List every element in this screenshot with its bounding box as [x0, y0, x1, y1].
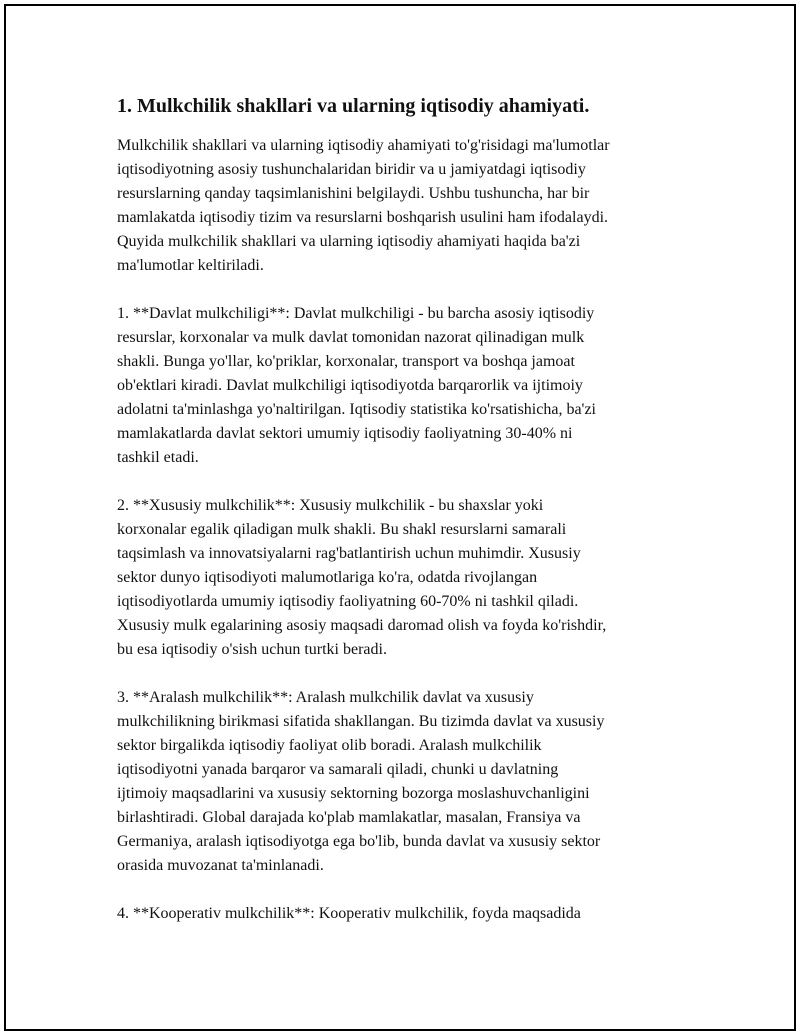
private-ownership-paragraph: 2. **Xususiy mulkchilik**: Xususiy mulkchilik - bu shaxslar yoki korxonalar egalik qiladigan mulk shakli. Bu shakl resurslarni samarali taqsimlash va innovatsiyalarni rag'batlantirish uchun muhimdir. Xususiy sektor dunyo iqtisodiyoti malumotlariga ko'ra, odatda rivojlangan iqtisodiyotlarda umumiy iqtisodiy faoliyatning 60-70% ni tashkil qiladi. Xususiy mulk egalarining asosiy maqsadi daromad olish va foyda ko'rishdir, bu esa iqtisodiy o'sish uchun turtki beradi.	[117, 497, 607, 658]
cooperative-ownership-paragraph: 4. **Kooperativ mulkchilik**: Kooperativ mulkchilik, foyda maqsadida	[117, 905, 581, 922]
mixed-ownership-paragraph: 3. **Aralash mulkchilik**: Aralash mulkchilik davlat va xususiy mulkchilikning birikmasi sifatida shakllangan. Bu tizimda davlat va xususiy sektor birgalikda iqtisodiy faoliyat olib boradi. Aralash mulkchilik iqtisodiyotni yanada barqaror va samarali qiladi, chunki u davlatning ijtimoiy maqsadlarini va xususiy sektorning bozorga moslashuvchanligini birlashtiradi. Global darajada ko'plab mamlakatlar, masalan, Fransiya va Germaniya, aralash iqtisodiyotga ega bo'lib, bunda davlat va xususiy sektor orasida muvozanat ta'minlanadi.	[117, 689, 605, 874]
intro-paragraph: Mulkchilik shakllari va ularning iqtisodiy ahamiyati to'g'risidagi ma'lumotlar iqtisodiyotning asosiy tushunchalaridan biridir va u jamiyatdagi iqtisodiy resurslarning qanday taqsimlanishini belgilaydi. Ushbu tushuncha, har bir mamlakatda iqtisodiy tizim va resurslarni boshqarish usulini ham ifodalaydi. Quyida mulkchilik shakllari va ularning iqtisodiy ahamiyati haqida ba'zi ma'lumotlar keltiriladi.	[117, 137, 610, 274]
state-ownership-paragraph: 1. **Davlat mulkchiligi**: Davlat mulkchiligi - bu barcha asosiy iqtisodiy resurslar, korxonalar va mulk davlat tomonidan nazorat qilinadigan mulk shakli. Bunga yo'llar, ko'priklar, korxonalar, transport va boshqa jamoat ob'ektlari kiradi. Davlat mulkchiligi iqtisodiyotda barqarorlik va ijtimoiy adolatni ta'minlashga yo'naltirilgan. Iqtisodiy statistika ko'rsatishicha, ba'zi mamlakatlarda davlat sektori umumiy iqtisodiy faoliyatning 30-40% ni tashkil etadi.	[117, 305, 596, 466]
document-body	[117, 94, 717, 950]
section-heading: 1. Mulkchilik shakllari va ularning iqtisodiy ahamiyati.	[117, 95, 590, 117]
paragraph-list	[117, 134, 717, 926]
